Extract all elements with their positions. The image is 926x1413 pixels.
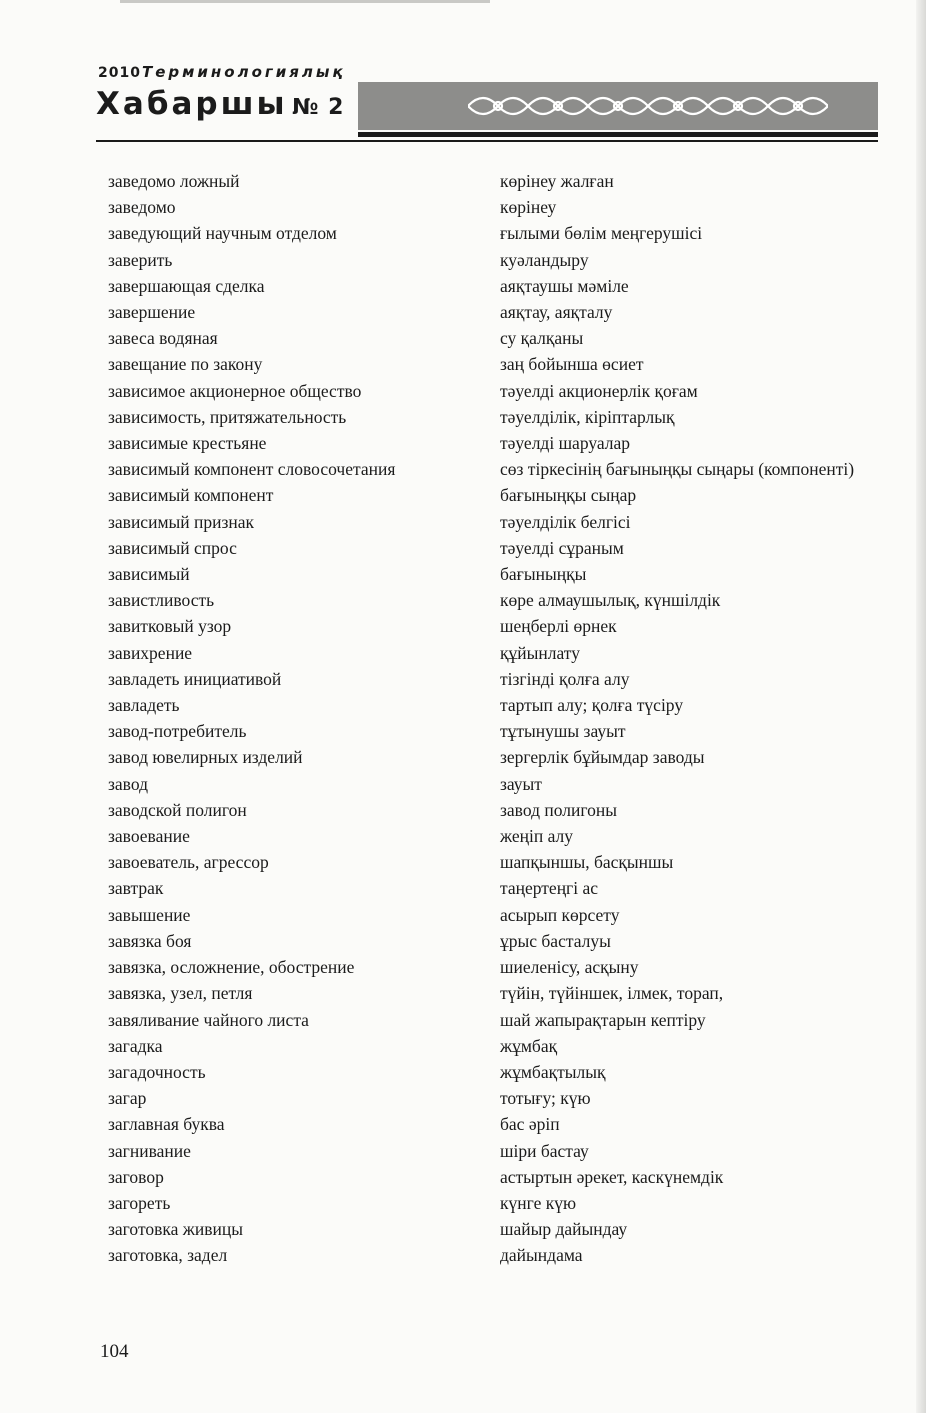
kazakh-term: шайыр дайындау <box>500 1219 628 1240</box>
russian-term: завладеть <box>108 695 180 716</box>
kazakh-term: шеңберлі өрнек <box>500 616 617 637</box>
russian-term: загадочность <box>108 1061 206 1082</box>
entry-row <box>108 220 868 246</box>
kazakh-term: завод полигоны <box>500 799 617 820</box>
page-edge-shadow <box>916 0 926 1413</box>
entry-row <box>108 928 868 954</box>
kazakh-term: зауыт <box>500 773 542 794</box>
kazakh-term: көре алмаушылық, күншілдік <box>500 590 721 611</box>
russian-term: заготовка живицы <box>108 1219 243 1240</box>
kazakh-term: тартып алу; қолға түсіру <box>500 695 684 716</box>
russian-term: завладеть инициативой <box>108 668 282 689</box>
entry-row <box>108 404 868 430</box>
entry-row <box>108 1216 868 1242</box>
entry-row <box>108 194 868 220</box>
entry-row <box>108 1138 868 1164</box>
russian-term: завод <box>108 773 148 794</box>
kazakh-term: бағыныңқы сыңар <box>500 485 637 506</box>
russian-term: заведующий научным отделом <box>108 223 337 244</box>
russian-term: зависимый компонент <box>108 485 274 506</box>
kazakh-term: жеңіп алу <box>500 826 573 847</box>
kazakh-term: тәуелділік белгісі <box>500 511 631 532</box>
russian-term: завяливание чайного листа <box>108 1009 309 1030</box>
entry-row <box>108 1190 868 1216</box>
entry-row <box>108 535 868 561</box>
russian-term: завоевание <box>108 826 190 847</box>
kazakh-term: ғылыми бөлім меңгерушісі <box>500 223 703 244</box>
russian-term: зависимый <box>108 564 190 585</box>
kazakh-term: су қалқаны <box>500 328 584 349</box>
kazakh-term: асырып көрсету <box>500 904 620 925</box>
entry-row <box>108 666 868 692</box>
kazakh-term: сөз тіркесінің бағыныңқы сыңары (компоненті) <box>500 459 855 480</box>
kazakh-term: заң бойынша өсиет <box>500 354 644 375</box>
kazakh-term: тәуелді сұраным <box>500 537 624 558</box>
journal-header <box>96 62 878 152</box>
kazakh-term: жұмбақтылық <box>500 1061 606 1082</box>
entry-row <box>108 378 868 404</box>
russian-term: завязка, осложнение, обострение <box>108 957 355 978</box>
russian-term: завышение <box>108 904 191 925</box>
russian-term: зависимое акционерное общество <box>108 380 362 401</box>
top-edge-rule <box>120 0 490 3</box>
kazakh-term: көрінеу жалған <box>500 171 614 191</box>
entry-row <box>108 692 868 718</box>
entry-row <box>108 351 868 377</box>
kazakh-term: шапқыншы, басқыншы <box>500 852 674 873</box>
russian-term: завитковый узор <box>108 616 232 637</box>
kazakh-term: шіри бастау <box>500 1140 589 1161</box>
russian-term: заводской полигон <box>108 799 247 820</box>
russian-term: зависимый признак <box>108 511 255 532</box>
entry-row <box>108 561 868 587</box>
entry-row <box>108 430 868 456</box>
header-underline <box>96 140 878 142</box>
entry-row <box>108 1059 868 1085</box>
kazakh-term: куәландыру <box>500 249 589 270</box>
russian-term: завязка боя <box>108 930 192 951</box>
entry-row <box>108 1007 868 1033</box>
entry-row <box>108 299 868 325</box>
entry-row <box>108 902 868 928</box>
russian-term: заведомо ложный <box>108 171 240 191</box>
kazakh-term: ұрыс басталуы <box>500 930 611 951</box>
entry-row <box>108 744 868 770</box>
russian-term: зависимые крестьяне <box>108 433 267 454</box>
entry-row <box>108 718 868 744</box>
entry-row <box>108 273 868 299</box>
kazakh-term: тәуелділік, кіріптарлық <box>500 406 675 427</box>
russian-term: завистливость <box>108 590 215 611</box>
russian-term: зависимый компонент словосочетания <box>108 459 396 480</box>
russian-term: заверить <box>108 249 173 270</box>
kazakh-term: күнге күю <box>500 1192 577 1213</box>
entry-row <box>108 613 868 639</box>
header-series: Терминологиялық <box>142 63 346 81</box>
russian-term: заговор <box>108 1166 164 1187</box>
kazakh-term: бас әріп <box>500 1114 560 1135</box>
russian-term: зависимый спрос <box>108 537 237 558</box>
entry-row <box>108 456 868 482</box>
header-year: 2010 <box>98 65 141 81</box>
entry-row <box>108 771 868 797</box>
russian-term: заведомо <box>108 197 176 218</box>
russian-term: заглавная буква <box>108 1114 225 1135</box>
entry-row <box>108 875 868 901</box>
russian-term: загореть <box>108 1192 171 1213</box>
entry-row <box>108 247 868 273</box>
russian-term: завтрак <box>108 878 164 899</box>
kazakh-term: дайындама <box>500 1245 583 1266</box>
kazakh-term: тәуелді акционерлік қоғам <box>500 380 698 401</box>
entry-row <box>108 1111 868 1137</box>
kazakh-term: астыртын әрекет, каскүнемдік <box>500 1166 724 1187</box>
russian-term: загар <box>108 1088 147 1109</box>
russian-term: заготовка, задел <box>108 1245 228 1266</box>
entry-row <box>108 640 868 666</box>
header-rule <box>358 132 878 137</box>
russian-term: загнивание <box>108 1140 191 1161</box>
kazakh-term: тотығу; күю <box>500 1088 591 1109</box>
entry-row <box>108 980 868 1006</box>
russian-term: завершение <box>108 302 196 323</box>
kazakh-term: тұтынушы зауыт <box>500 721 626 742</box>
kazakh-term: зергерлік бұйымдар заводы <box>500 747 705 768</box>
kazakh-term: тәуелді шаруалар <box>500 433 631 454</box>
russian-term: завод ювелирных изделий <box>108 747 303 768</box>
entry-row <box>108 823 868 849</box>
russian-term: завязка, узел, петля <box>108 983 253 1004</box>
russian-term: завоеватель, агрессор <box>108 852 269 873</box>
ornament-icon <box>468 86 828 126</box>
kazakh-term: шиеленісу, асқыну <box>500 957 639 978</box>
kazakh-term: бағыныңқы <box>500 564 587 585</box>
entry-row <box>108 1033 868 1059</box>
issue-number: № 2 <box>292 95 345 120</box>
kazakh-term: шай жапырақтарын кептіру <box>500 1009 706 1030</box>
kazakh-term: жұмбақ <box>500 1035 558 1056</box>
kazakh-term: таңертеңгі ас <box>500 878 599 899</box>
entry-row <box>108 168 868 194</box>
kazakh-term: түйін, түйіншек, ілмек, торап, <box>500 983 724 1004</box>
russian-term: завещание по закону <box>108 354 263 375</box>
dictionary-entries <box>108 168 868 1269</box>
entry-row <box>108 1085 868 1111</box>
russian-term: завершающая сделка <box>108 275 265 296</box>
entry-row <box>108 509 868 535</box>
entry-row <box>108 587 868 613</box>
entry-row <box>108 325 868 351</box>
kazakh-term: аяқтаушы мәміле <box>500 275 629 296</box>
page-number: 104 <box>100 1341 129 1362</box>
entry-row <box>108 1242 868 1268</box>
kazakh-term: құйынлату <box>500 642 580 663</box>
header-title: Хабаршы <box>96 86 288 122</box>
kazakh-term: көрінеу <box>500 197 557 218</box>
kazakh-term: аяқтау, аяқталу <box>500 302 613 323</box>
russian-term: загадка <box>108 1035 163 1056</box>
russian-term: завод-потребитель <box>108 721 247 742</box>
russian-term: завеса водяная <box>108 328 218 349</box>
entry-row <box>108 482 868 508</box>
entry-row <box>108 849 868 875</box>
entry-row <box>108 954 868 980</box>
russian-term: завихрение <box>108 642 193 663</box>
russian-term: зависимость, притяжательность <box>108 406 347 427</box>
kazakh-term: тізгінді қолға алу <box>500 668 630 689</box>
entry-row <box>108 797 868 823</box>
entry-row <box>108 1164 868 1190</box>
